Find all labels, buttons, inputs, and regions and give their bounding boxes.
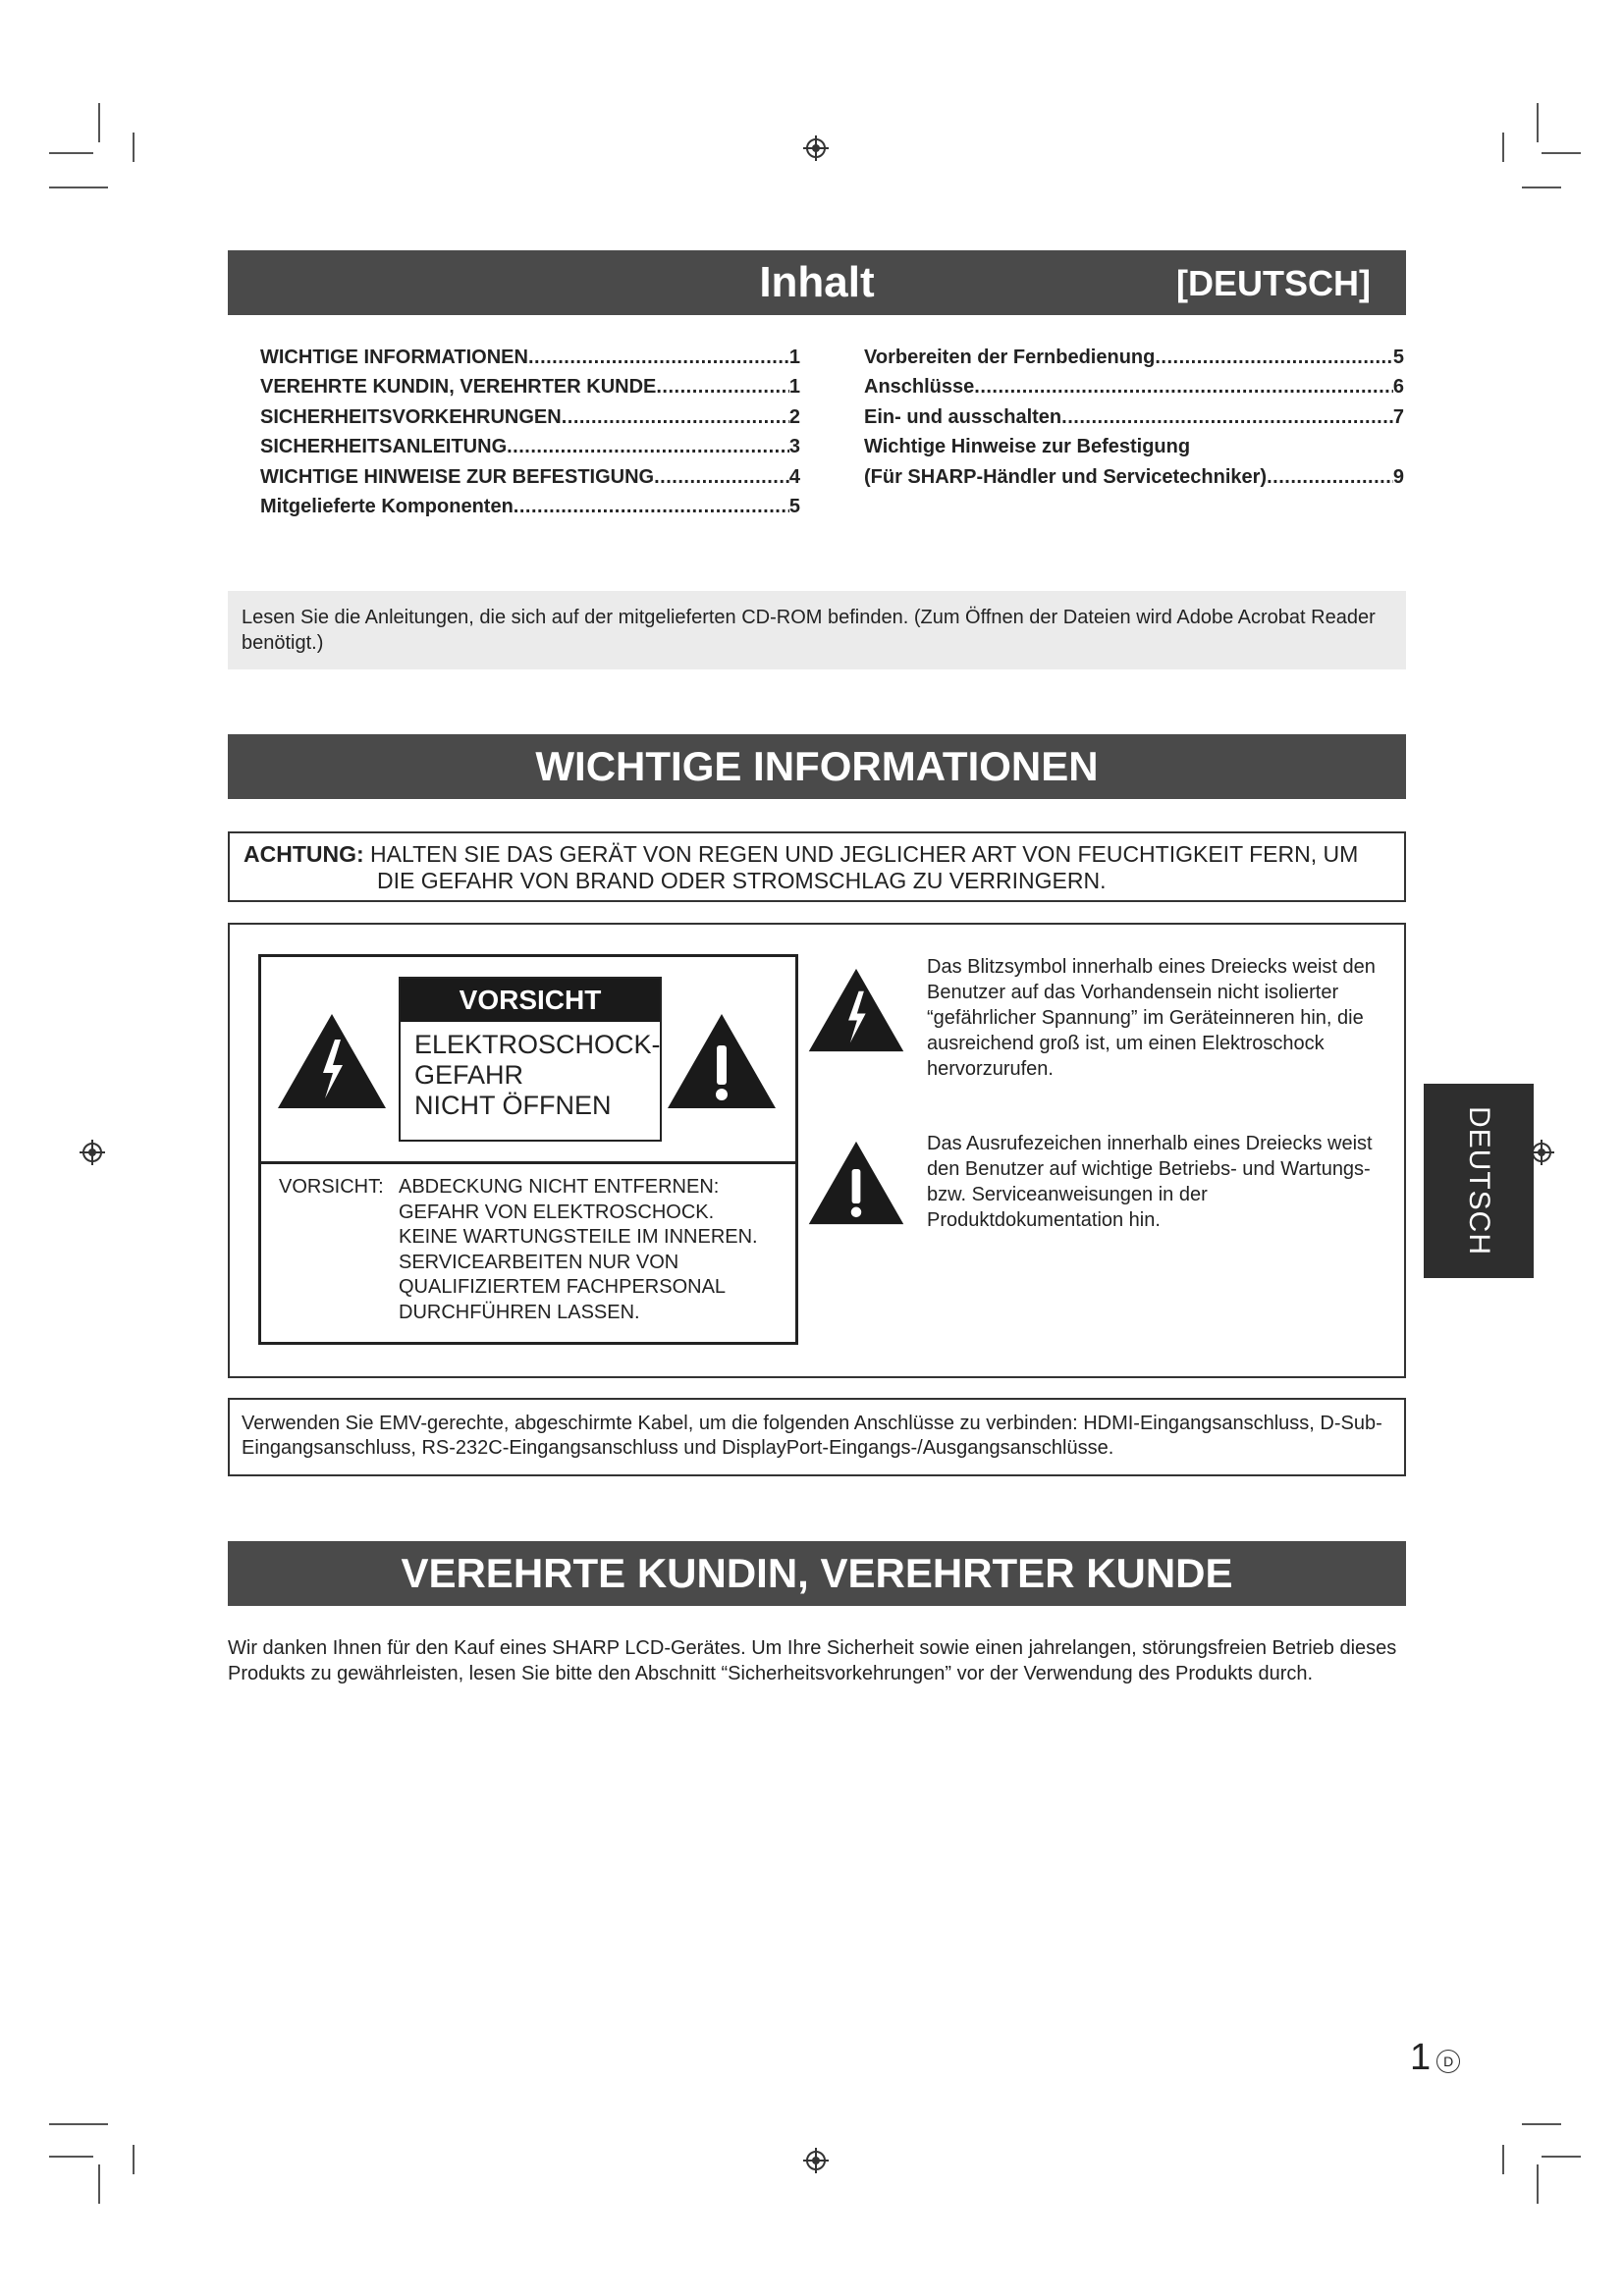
vorsicht-line: GEFAHR VON ELEKTROSCHOCK. [399,1201,715,1223]
toc-entry[interactable]: Mitgelieferte Komponenten ..... 5 [260,493,800,523]
toc-entry[interactable]: Vorbereiten der Fernbedienung ..... 5 [864,343,1404,373]
crop-mark [49,2156,93,2158]
vorsicht-line: SERVICEARBEITEN NUR VON [399,1251,679,1273]
page-number-suffix: D [1436,2050,1460,2073]
achtung-line: HALTEN SIE DAS GERÄT VON REGEN UND JEGLICHER ART VON FEUCHTIGKEIT FERN, UM [370,841,1359,867]
lightning-explanation: Das Blitzsymbol innerhalb eines Dreiecks weist den Benutzer auf das Vorhandensein nicht isolierter “gefährlicher Spannung” im Geräteinneren hin, die ausreichend groß ist, um einen Elektroschock hervorzurufen. [927,956,1376,1080]
crop-mark [133,2145,135,2174]
caution-center-box [399,977,662,1142]
crop-mark [1502,133,1504,162]
achtung-line: DIE GEFAHR VON BRAND ODER STROMSCHLAG ZU VERRINGERN. [377,868,1107,893]
crop-mark [133,133,135,162]
vorsicht-line: KEINE WARTUNGSTEILE IM INNEREN. [399,1226,758,1248]
page-number [1410,2038,1460,2077]
customer-intro-text: Wir danken Ihnen für den Kauf eines SHARP LCD-Gerätes. Um Ihre Sicherheit sowie einen jahrelangen, störungsfreien Betrieb dieses Produkts zu gewährleisten, lesen Sie bitte den Abschnitt “Sicherheitsvorkehrungen” vor der Verwendung des Produkts durch. [228,1637,1397,1684]
achtung-box [228,831,1406,902]
crop-mark [1522,187,1561,188]
toc-left-column [260,343,800,522]
crop-mark [98,2164,100,2204]
vorsicht-line: QUALIFIZIERTEM FACHPERSONAL [399,1276,727,1298]
toc-entry[interactable]: VEREHRTE KUNDIN, VEREHRTER KUNDE ..... 1 [260,373,800,403]
emv-note [228,1398,1406,1476]
vorsicht-line: DURCHFÜHREN LASSEN. [399,1301,640,1323]
registration-mark-icon [801,2146,831,2175]
toc-entry[interactable]: Ein- und ausschalten ..... 7 [864,402,1404,433]
registration-mark-icon [801,133,831,163]
toc-entry[interactable]: (Für SHARP-Händler und Servicetechniker) ..... 9 [864,462,1404,493]
section-title-bar [228,734,1406,799]
crop-mark [1537,103,1539,142]
caution-divider [261,1161,795,1164]
caution-line: ELEKTROSCHOCK- [414,1030,661,1059]
crop-mark [49,2123,108,2125]
crop-mark [1542,2156,1581,2158]
language-side-tab [1424,1084,1534,1278]
vorsicht-line: ABDECKUNG NICHT ENTFERNEN: [399,1176,720,1198]
toc-entry[interactable]: WICHTIGE INFORMATIONEN ..... 1 [260,343,800,373]
crop-mark [1537,2164,1539,2204]
caution-label [258,954,798,1345]
toc-entry[interactable]: SICHERHEITSVORKEHRUNGEN ..... 2 [260,402,800,433]
crop-mark [49,187,108,188]
page-number-value: 1 [1410,2037,1432,2078]
exclamation-explanation: Das Ausrufezeichen innerhalb eines Dreiecks weist den Benutzer auf wichtige Betriebs- und Wartungs- bzw. Serviceanweisungen in der Produktdokumentation hin. [927,1133,1373,1231]
language-label: [DEUTSCH] [1176,263,1371,303]
cdrom-note-text: Lesen Sie die Anleitungen, die sich auf der mitgelieferten CD-ROM befinden. (Zum Öffnen der Dateien wird Adobe Acrobat Reader benötigt.) [242,607,1376,654]
caution-line: NICHT ÖFFNEN [414,1091,612,1120]
section-title: WICHTIGE INFORMATIONEN [535,743,1099,789]
contents-title: Inhalt [759,258,875,306]
lightning-warning-icon [807,964,905,1056]
cdrom-note [228,591,1406,669]
crop-mark [49,152,93,154]
contents-header-bar [228,250,1406,315]
section-title-bar [228,1541,1406,1606]
achtung-label: ACHTUNG: [244,841,364,867]
language-side-tab-label: DEUTSCH [1463,1105,1495,1256]
caution-header: VORSICHT [401,979,660,1022]
caution-line: GEFAHR [414,1060,524,1090]
exclamation-warning-icon [666,1012,778,1110]
crop-mark [98,103,100,142]
vorsicht-lines [399,1175,758,1325]
toc-right-column [864,343,1404,493]
crop-mark [1502,2145,1504,2174]
section-title: VEREHRTE KUNDIN, VEREHRTER KUNDE [401,1550,1233,1596]
registration-mark-icon [78,1138,107,1167]
crop-mark [1522,2123,1561,2125]
lightning-warning-icon [276,1012,388,1110]
emv-note-text: Verwenden Sie EMV-gerechte, abgeschirmte Kabel, um die folgenden Anschlüsse zu verbinden: HDMI-Eingangsanschluss, D-Sub-Eingangsanschluss, RS-232C-Eingangsanschluss und DisplayPort-Eingangs-/Ausgangsanschlüsse. [242,1413,1382,1459]
vorsicht-label: VORSICHT: [279,1176,384,1198]
toc-entry[interactable]: SICHERHEITSANLEITUNG ..... 3 [260,433,800,463]
exclamation-warning-icon [807,1137,905,1229]
toc-entry[interactable]: WICHTIGE HINWEISE ZUR BEFESTIGUNG ..... 4 [260,462,800,493]
crop-mark [1542,152,1581,154]
toc-entry[interactable]: Anschlüsse ..... 6 [864,373,1404,403]
toc-entry[interactable]: Wichtige Hinweise zur Befestigung [864,436,1191,458]
